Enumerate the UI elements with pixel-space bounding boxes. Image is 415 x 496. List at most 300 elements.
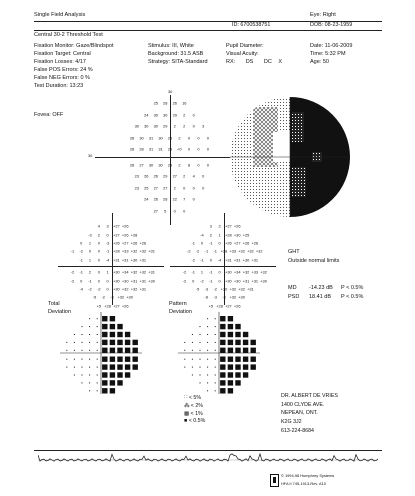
- probability-symbol: [125, 332, 130, 337]
- normal-dot: [97, 382, 98, 383]
- fixation-target: Fixation Target: Central: [34, 51, 91, 58]
- grid-value: 30: [139, 135, 144, 141]
- grid-value: -1: [191, 240, 195, 246]
- x-label: X: [278, 59, 283, 66]
- probability-symbol: [102, 388, 107, 393]
- probability-symbol: [117, 357, 122, 362]
- probability-symbol: [243, 364, 248, 369]
- grid-value: +31: [251, 278, 259, 284]
- grid-value: 3: [209, 223, 212, 229]
- axis-label-top: 30: [168, 89, 173, 94]
- grid-value: 30: [134, 123, 139, 129]
- normal-dot: [89, 342, 90, 343]
- md-row: [288, 285, 364, 292]
- grid-value: +30: [126, 294, 133, 300]
- probability-symbol: [235, 364, 240, 369]
- grid-value: +26: [130, 240, 138, 246]
- grid-value: +26: [251, 240, 259, 246]
- grid-value: 27: [153, 208, 158, 214]
- normal-dot: [207, 359, 208, 360]
- grid-value: +26: [233, 223, 241, 229]
- grid-value: +34: [121, 269, 129, 275]
- probability-symbol: [220, 388, 225, 393]
- grid-value: +31: [113, 257, 120, 263]
- grid-value: -3: [88, 232, 92, 238]
- legend-symbol: ■: [184, 418, 188, 425]
- grid-value: -3: [222, 294, 226, 300]
- probability-symbol: [125, 348, 130, 353]
- normal-dot: [82, 359, 83, 360]
- probability-symbol: [110, 324, 115, 329]
- pupil-diameter: Pupil Diameter:: [226, 43, 264, 49]
- legend-label: < 1%: [190, 410, 203, 417]
- grid-value: 0: [187, 135, 191, 141]
- probability-symbol: [228, 316, 233, 321]
- normal-dot: [200, 350, 201, 351]
- grid-value: +25: [242, 232, 250, 238]
- grid-value: 2: [183, 123, 186, 129]
- doctor-name: DR. ALBERT DE VRIES: [281, 393, 338, 399]
- grid-value: 27: [172, 173, 177, 179]
- grid-value: 0: [197, 135, 200, 141]
- probability-symbol: [235, 357, 240, 362]
- probability-symbol: [228, 348, 233, 353]
- gaze-tracking-strip: [38, 452, 378, 468]
- grid-value: 27: [139, 162, 144, 168]
- grid-value: 24: [144, 112, 149, 118]
- grid-value: 1: [218, 232, 221, 238]
- normal-dot: [82, 350, 83, 351]
- normal-dot: [97, 390, 98, 391]
- grid-value: 28: [163, 100, 168, 106]
- grid-value: +31: [139, 257, 147, 263]
- strategy: Strategy: SITA-Standard: [148, 59, 208, 66]
- grid-value: +28: [113, 248, 120, 254]
- test-time: Time: 5:32 PM: [310, 51, 346, 58]
- normal-dot: [207, 342, 208, 343]
- probability-symbol: [220, 380, 225, 385]
- grid-value: -2: [187, 248, 191, 254]
- grid-value: 3: [106, 223, 109, 229]
- grid-value: 2: [209, 232, 212, 238]
- grid-value: 1: [88, 257, 92, 263]
- normal-dot: [215, 342, 216, 343]
- grid-value: -4: [105, 257, 110, 263]
- probability-symbol: [117, 348, 122, 353]
- grid-value: 26: [153, 173, 158, 179]
- grid-value: 0: [218, 240, 221, 246]
- normal-dot: [215, 382, 216, 383]
- grid-value: +32: [130, 286, 138, 292]
- grid-value: 0: [218, 269, 221, 275]
- grid-value: +27: [121, 240, 129, 246]
- grid-value: +32: [139, 269, 147, 275]
- grid-value: +30: [148, 278, 155, 284]
- grid-value: +30: [233, 232, 241, 238]
- footer-divider: [34, 450, 382, 451]
- probability-symbol: [235, 324, 240, 329]
- grid-value: 0: [183, 185, 186, 191]
- grid-value: +31: [251, 257, 259, 263]
- rx-label: RX:: [226, 59, 236, 66]
- normal-dot: [207, 334, 208, 335]
- grid-value: 4: [192, 173, 195, 179]
- probability-symbol: [220, 364, 225, 369]
- normal-dot: [215, 367, 216, 368]
- grid-value: +31: [130, 278, 138, 284]
- normal-dot: [66, 342, 67, 343]
- probability-symbol: [102, 340, 107, 345]
- grid-value: 0: [97, 240, 100, 246]
- stimulus: Stimulus: III, White: [148, 43, 194, 49]
- grid-value: 28: [167, 135, 173, 141]
- legend-label: < 5%: [188, 395, 202, 401]
- grid-value: 26: [172, 100, 177, 106]
- grid-value: -3: [105, 240, 110, 246]
- grid-value: -3: [204, 286, 209, 292]
- grid-value: 28: [129, 146, 135, 152]
- dc-label: DC: [263, 59, 272, 66]
- grid-value: 2: [178, 135, 181, 141]
- normal-dot: [66, 367, 67, 368]
- normal-dot: [74, 375, 75, 376]
- grid-value: 0: [97, 257, 100, 263]
- grid-value: -1: [88, 278, 92, 284]
- probability-legend: [184, 396, 205, 425]
- grid-value: +32: [130, 248, 138, 254]
- normal-dot: [89, 367, 90, 368]
- normal-dot: [192, 375, 193, 376]
- normal-dot: [97, 326, 98, 327]
- grid-value: 0: [173, 208, 176, 214]
- grid-value: +26: [113, 240, 120, 246]
- fovea-status: Fovea: OFF: [34, 112, 64, 118]
- grid-value: +5: [208, 303, 214, 309]
- normal-dot: [89, 359, 90, 360]
- probability-symbol: [102, 348, 107, 353]
- grid-value: 30: [144, 123, 149, 129]
- normal-dot: [97, 359, 98, 360]
- normal-dot: [192, 342, 193, 343]
- grid-value: +32: [117, 294, 125, 300]
- grid-value: 2: [218, 223, 221, 229]
- grid-value: 0: [192, 112, 195, 118]
- probability-symbol: [117, 340, 122, 345]
- legend-item-1: [184, 412, 205, 417]
- grid-value: +33: [121, 248, 129, 254]
- probability-symbol: [235, 380, 240, 385]
- grid-value: +27: [113, 232, 120, 238]
- grid-value: 0: [97, 269, 100, 275]
- grid-value: +28: [130, 232, 138, 238]
- probability-symbol: [110, 364, 115, 369]
- probability-symbol: [251, 357, 256, 362]
- report-title: Single Field Analysis: [34, 12, 86, 18]
- probability-symbol: [110, 332, 115, 337]
- normal-dot: [97, 367, 98, 368]
- grid-value: +32: [229, 294, 237, 300]
- legend-symbol: ▩: [184, 410, 190, 417]
- grid-value: +28: [225, 232, 232, 238]
- grid-value: +31: [247, 286, 254, 292]
- ght-label: GHT: [288, 249, 300, 255]
- grid-value: +30: [225, 269, 232, 275]
- doctor-address: [281, 394, 338, 434]
- grid-value: 3: [202, 123, 205, 129]
- legend-item-2: [184, 404, 205, 409]
- grid-value: 1: [88, 240, 92, 246]
- normal-dot: [207, 390, 208, 391]
- pattern-dev-horizontal-axis: [170, 266, 276, 267]
- grid-value: 26: [144, 173, 149, 179]
- normal-dot: [200, 342, 201, 343]
- probability-symbol: [125, 340, 130, 345]
- normal-dot: [97, 318, 98, 319]
- grid-value: -2: [70, 278, 75, 284]
- grid-value: 0: [88, 248, 92, 254]
- grid-value: -6: [204, 294, 209, 300]
- pattern-dev-title-2: Deviation: [169, 309, 192, 315]
- grid-value: +31: [242, 278, 250, 284]
- rx-line: [226, 60, 282, 66]
- probability-symbol: [235, 348, 240, 353]
- grid-value: +31: [139, 286, 147, 292]
- normal-dot: [215, 334, 216, 335]
- grid-value: +30: [113, 269, 120, 275]
- probability-symbol: [133, 340, 138, 345]
- grid-value: +31: [139, 278, 147, 284]
- grid-value: 28: [139, 146, 144, 152]
- grid-value: 0: [106, 286, 109, 292]
- normal-dot: [207, 375, 208, 376]
- probability-symbol: [228, 332, 233, 337]
- fixation-losses: Fixation Losses: 4/17: [34, 59, 86, 66]
- normal-dot: [66, 359, 67, 360]
- probability-symbol: [110, 380, 115, 385]
- eye-label: Eye: Right: [310, 12, 336, 18]
- normal-dot: [184, 359, 185, 360]
- normal-dot: [200, 359, 201, 360]
- grid-value: 2: [183, 173, 186, 179]
- patient-id: ID: 6700538751: [232, 22, 271, 28]
- normal-dot: [215, 390, 216, 391]
- grid-value: +30: [238, 294, 245, 300]
- md-probability: P < 0.5%: [341, 285, 364, 291]
- normal-dot: [82, 326, 83, 327]
- legend-label: < 2%: [190, 402, 204, 409]
- normal-dot: [82, 342, 83, 343]
- probability-symbol: [133, 357, 138, 362]
- grid-value: +31: [148, 269, 155, 275]
- probability-symbol: [102, 380, 107, 385]
- probability-symbol: [110, 316, 115, 321]
- probability-symbol: [110, 388, 115, 393]
- grid-value: 0: [97, 248, 100, 254]
- grid-value: +30: [260, 278, 267, 284]
- grid-value: 0: [197, 162, 200, 168]
- grid-value: +28: [104, 303, 111, 309]
- grid-value: 0: [197, 146, 200, 152]
- normal-dot: [66, 350, 67, 351]
- grid-value: 0: [202, 185, 205, 191]
- probability-symbol: [117, 372, 122, 377]
- grid-value: +26: [139, 240, 147, 246]
- pattern-deviation-probability-plot: [178, 312, 260, 394]
- grid-value: +27: [113, 303, 120, 309]
- psd-value: 18.41 dB: [309, 294, 332, 300]
- test-name: Central 30-2 Threshold Test: [34, 32, 103, 38]
- psd-row: [288, 294, 364, 301]
- normal-dot: [74, 350, 75, 351]
- probability-symbol: [117, 324, 122, 329]
- probability-symbol: [243, 340, 248, 345]
- grid-value: +32: [255, 248, 263, 254]
- params-mid: [148, 44, 208, 66]
- normal-dot: [82, 367, 83, 368]
- grid-value: -1: [105, 248, 110, 254]
- normal-dot: [192, 350, 193, 351]
- false-neg-errors: False NEG Errors: 0 %: [34, 75, 90, 82]
- params-right-2: [310, 44, 352, 66]
- grid-value: +31: [121, 257, 129, 263]
- grid-value: 28: [129, 162, 135, 168]
- grid-value: +32: [238, 248, 245, 254]
- grid-value: 1: [106, 269, 109, 275]
- grid-value: 26: [153, 196, 158, 202]
- probability-symbol: [125, 364, 130, 369]
- grid-value: +30: [225, 278, 232, 284]
- grid-value: +32: [260, 269, 267, 275]
- legend-symbol: ⁂: [184, 402, 190, 409]
- grid-value: 29: [163, 173, 168, 179]
- grid-value: 0: [106, 278, 109, 284]
- grid-value: +31: [233, 257, 241, 263]
- normal-dot: [97, 334, 98, 335]
- grid-value: +30: [113, 286, 120, 292]
- grid-value: -1: [209, 240, 213, 246]
- grid-value: +26: [242, 240, 250, 246]
- total-dev-title-2: Deviation: [48, 309, 71, 315]
- probability-symbol: [220, 357, 225, 362]
- grid-value: +30: [242, 257, 250, 263]
- probability-symbol: [220, 324, 225, 329]
- probability-symbol: [110, 340, 115, 345]
- normal-dot: [215, 350, 216, 351]
- legend-item-05: [184, 419, 205, 424]
- grid-value: 28: [129, 135, 135, 141]
- grid-value: 25: [153, 100, 158, 106]
- normal-dot: [74, 359, 75, 360]
- normal-dot: [207, 382, 208, 383]
- grid-value: -2: [70, 269, 75, 275]
- grid-value: 31: [148, 146, 154, 152]
- probability-symbol: [235, 340, 240, 345]
- probability-symbol: [102, 372, 107, 377]
- grid-value: 30: [158, 162, 163, 168]
- grid-value: 24: [144, 196, 149, 202]
- grayscale-map: [228, 92, 353, 222]
- probability-symbol: [228, 372, 233, 377]
- grid-value: -1: [209, 278, 213, 284]
- ds-label: DS: [245, 59, 254, 66]
- probability-symbol: [251, 364, 256, 369]
- grid-value: 8: [187, 162, 191, 168]
- grid-value: -4: [200, 232, 204, 238]
- normal-dot: [200, 334, 201, 335]
- grid-value: 0: [187, 146, 191, 152]
- probability-symbol: [117, 332, 122, 337]
- grid-value: 16: [182, 100, 187, 106]
- grid-value: +32: [242, 269, 250, 275]
- grid-value: 2: [88, 269, 92, 275]
- probability-symbol: [125, 372, 130, 377]
- normal-dot: [97, 375, 98, 376]
- grid-value: 0: [200, 240, 204, 246]
- grid-value: -2: [88, 286, 92, 292]
- probability-symbol: [102, 332, 107, 337]
- probability-symbol: [133, 364, 138, 369]
- normal-dot: [89, 334, 90, 335]
- doctor-city: NEPEAN, ONT.: [281, 410, 318, 417]
- patient-age: Age: 50: [310, 59, 329, 66]
- visual-acuity: Visual Acuity:: [226, 51, 259, 58]
- grid-value: +34: [233, 269, 241, 275]
- grid-value: -2: [200, 278, 204, 284]
- normal-dot: [97, 350, 98, 351]
- doctor-phone: 613-224-8684: [281, 427, 314, 434]
- probability-symbol: [243, 348, 248, 353]
- grid-value: 2: [173, 185, 176, 191]
- grid-value: 2: [173, 123, 176, 129]
- grid-value: -1: [213, 248, 217, 254]
- grid-value: 0: [183, 208, 186, 214]
- grid-value: +26: [121, 303, 129, 309]
- grid-value: -1: [209, 269, 213, 275]
- probability-symbol: [117, 380, 122, 385]
- fixation-monitor: Fixation Monitor: Gaze/Blindspot: [34, 43, 114, 49]
- probability-symbol: [110, 348, 115, 353]
- grid-value: +32: [238, 286, 245, 292]
- legend-label: < 0.5%: [188, 418, 206, 425]
- grid-value: -2: [195, 248, 200, 254]
- doctor-street: 1400 CLYDE AVE.: [281, 401, 325, 408]
- false-pos-errors: False POS Errors: 24 %: [34, 67, 93, 74]
- normal-dot: [74, 342, 75, 343]
- grid-value: 0: [192, 123, 195, 129]
- probability-symbol: [251, 340, 256, 345]
- grid-value: 0: [106, 232, 109, 238]
- probability-symbol: [102, 364, 107, 369]
- probability-symbol: [228, 357, 233, 362]
- md-label: MD: [288, 285, 297, 291]
- grid-value: -3: [110, 294, 114, 300]
- md-value: -14.23 dB: [309, 285, 333, 291]
- pattern-dev-title-1: Pattern: [169, 301, 187, 307]
- normal-dot: [74, 334, 75, 335]
- grid-value: +27: [225, 303, 232, 309]
- grid-value: +32: [229, 286, 237, 292]
- grid-value: +32: [247, 248, 254, 254]
- grid-value: 30: [163, 112, 168, 118]
- grid-value: -2: [191, 257, 195, 263]
- grid-value: 29: [172, 112, 177, 118]
- grid-value: 28: [163, 196, 168, 202]
- probability-symbol: [251, 348, 256, 353]
- normal-dot: [200, 326, 201, 327]
- probability-symbol: [243, 372, 248, 377]
- grid-value: 0: [209, 257, 212, 263]
- grid-value: 1: [200, 269, 204, 275]
